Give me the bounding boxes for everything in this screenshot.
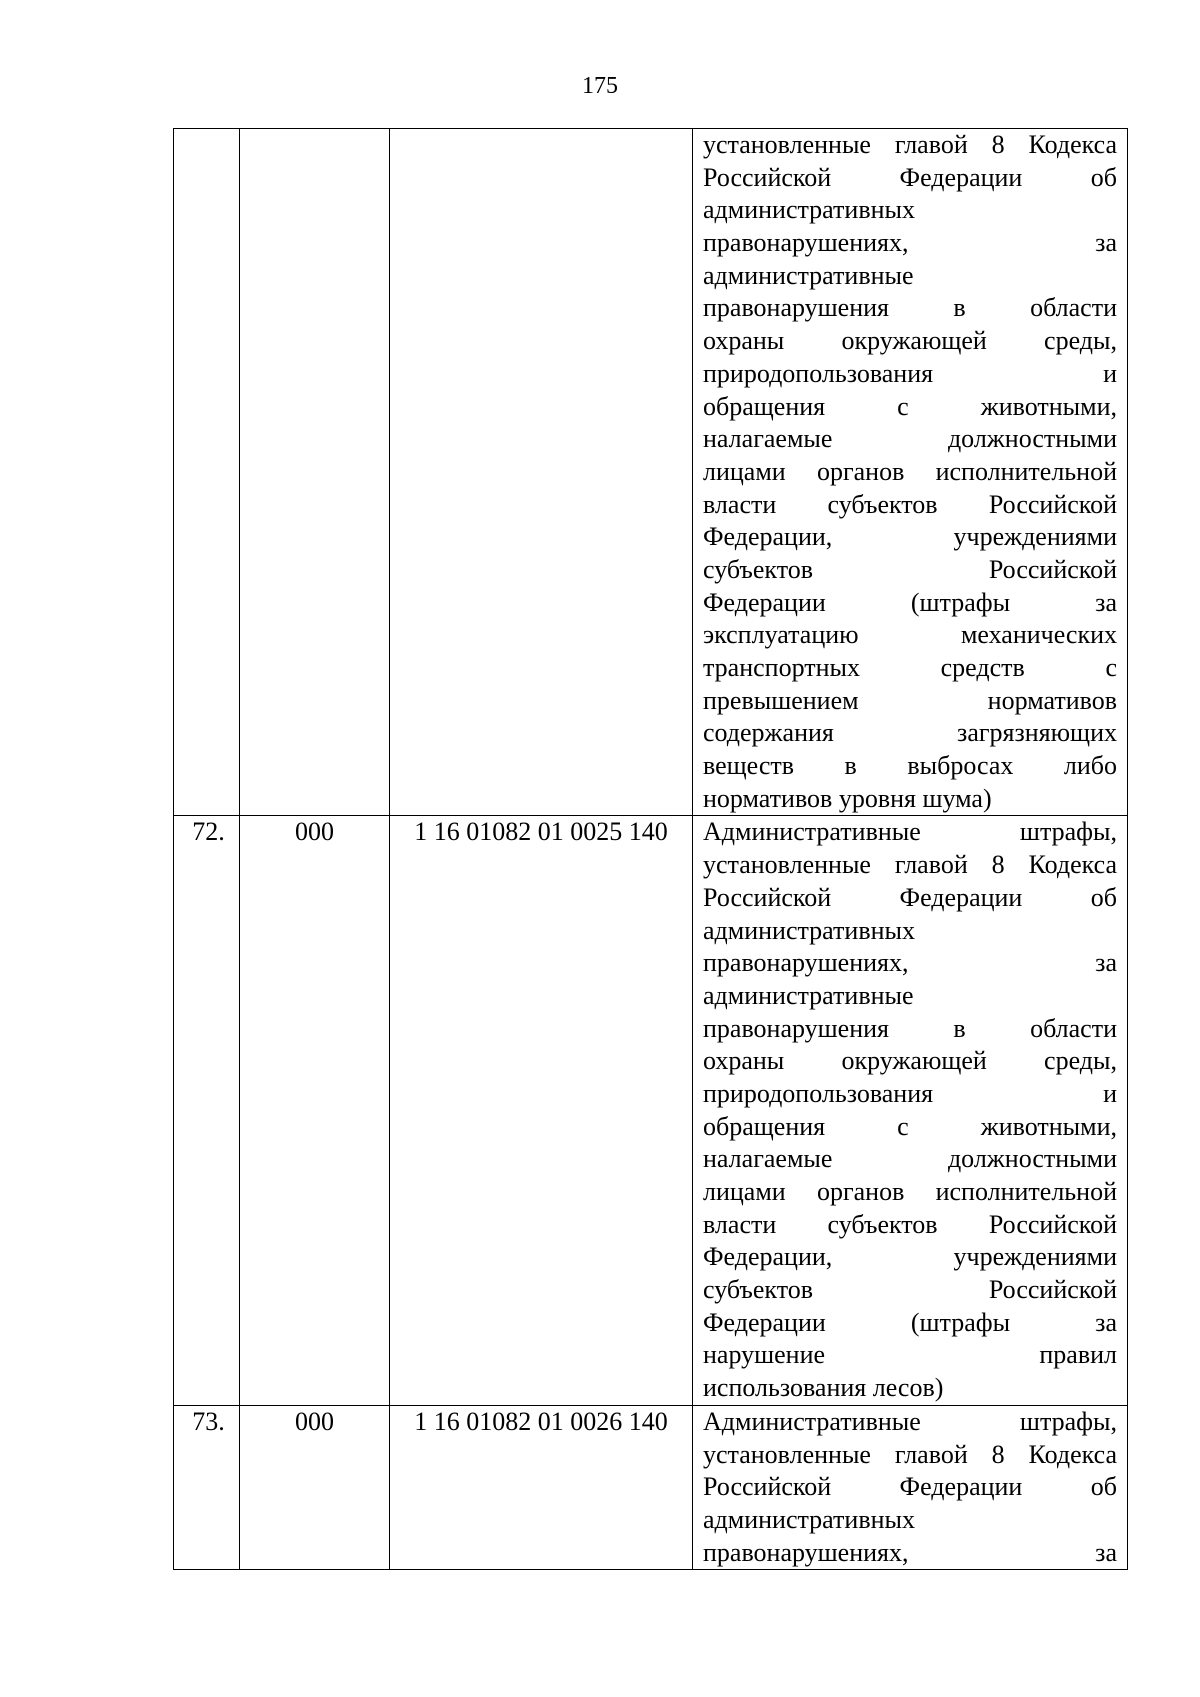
description-line: Административные штрафы,: [703, 817, 1117, 847]
description-line: Федерации (штрафы за: [703, 587, 1117, 617]
description-line: природопользования и: [703, 358, 1117, 388]
description-line: охраны окружающей среды,: [703, 1046, 1117, 1076]
row-number-cell: 73.: [174, 1405, 240, 1569]
description-line: правонарушениях, за: [703, 948, 1117, 978]
description-line: Федерации, учреждениями: [703, 1242, 1117, 1272]
description-line: административные: [703, 980, 914, 1010]
description-cell: [693, 816, 1128, 1405]
description-cell: [693, 129, 1128, 816]
table-body: [174, 129, 1128, 1570]
description-line: обращения с животными,: [703, 391, 1117, 421]
description-line: правонарушениях, за: [703, 228, 1117, 258]
row-number-cell: [174, 129, 240, 816]
description-line: природопользования и: [703, 1078, 1117, 1108]
admin-code-cell: 000: [240, 1405, 390, 1569]
description-line: правонарушения в области: [703, 293, 1117, 323]
description-line: налагаемые должностными: [703, 1144, 1117, 1174]
description-line: Федерации (штрафы за: [703, 1307, 1117, 1337]
description-line: установленные главой 8 Кодекса: [703, 130, 1117, 159]
description-line: содержания загрязняющих: [703, 718, 1117, 748]
page-number: 175: [582, 73, 618, 99]
description-line: Российской Федерации об: [703, 162, 1117, 192]
description-line: налагаемые должностными: [703, 424, 1117, 454]
description-line: субъектов Российской: [703, 554, 1117, 584]
description-line: правонарушениях, за: [703, 1537, 1117, 1567]
description-line: нарушение правил: [703, 1340, 1117, 1370]
table-row: [174, 129, 1128, 816]
description-line: административных: [703, 195, 915, 225]
description-line: Российской Федерации об: [703, 1472, 1117, 1502]
description-cell: [693, 1405, 1128, 1569]
description-line: субъектов Российской: [703, 1275, 1117, 1305]
table-row: [174, 1405, 1128, 1569]
kbk-code-cell: [390, 129, 693, 816]
admin-code-cell: 000: [240, 816, 390, 1405]
description-line: использования лесов): [703, 1373, 944, 1403]
description-line: транспортных средств с: [703, 653, 1117, 682]
admin-code-cell: [240, 129, 390, 816]
description-line: лицами органов исполнительной: [703, 456, 1117, 486]
description-line: административных: [703, 915, 915, 945]
description-line: власти субъектов Российской: [703, 489, 1117, 519]
description-line: установленные главой 8 Кодекса: [703, 850, 1117, 880]
description-line: Административные штрафы,: [703, 1406, 1117, 1436]
row-number-cell: 72.: [174, 816, 240, 1405]
description-line: правонарушения в области: [703, 1013, 1117, 1043]
budget-codes-table: [173, 128, 1128, 1570]
description-line: превышением нормативов: [703, 685, 1117, 715]
description-line: Федерации, учреждениями: [703, 522, 1117, 552]
description-line: административных: [703, 1504, 915, 1534]
description-line: лицами органов исполнительной: [703, 1177, 1117, 1206]
kbk-code-cell: 1 16 01082 01 0026 140: [390, 1405, 693, 1569]
table-row: [174, 816, 1128, 1405]
description-line: веществ в выбросах либо: [703, 751, 1117, 781]
description-line: установленные главой 8 Кодекса: [703, 1439, 1117, 1469]
description-line: власти субъектов Российской: [703, 1209, 1117, 1239]
description-line: Российской Федерации об: [703, 882, 1117, 912]
description-line: обращения с животными,: [703, 1111, 1117, 1141]
description-line: охраны окружающей среды,: [703, 326, 1117, 356]
description-line: административные: [703, 260, 914, 290]
description-line: нормативов уровня шума): [703, 783, 992, 813]
kbk-code-cell: 1 16 01082 01 0025 140: [390, 816, 693, 1405]
description-line: эксплуатацию механических: [703, 620, 1117, 650]
